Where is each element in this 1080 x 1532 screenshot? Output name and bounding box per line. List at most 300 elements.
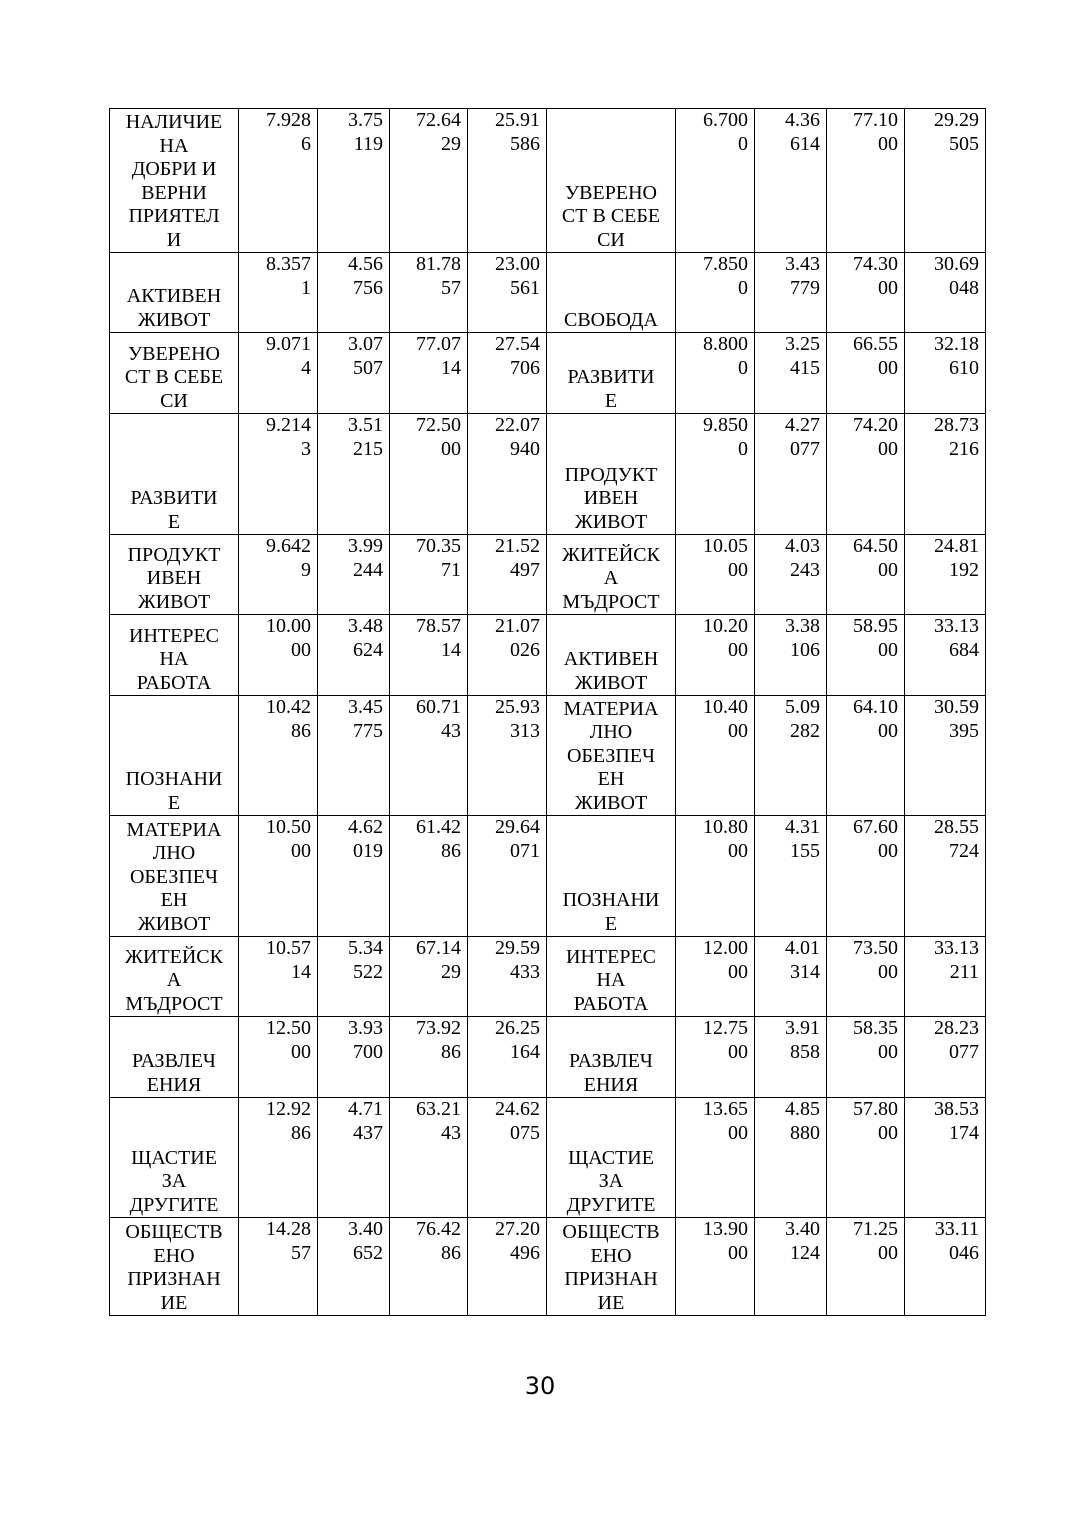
numeric-part: 00	[878, 638, 898, 661]
numeric-part: 60.71	[416, 696, 461, 718]
numeric-part: 3.40	[785, 1218, 820, 1240]
numeric-cell	[468, 1017, 547, 1098]
numeric-part: 077	[949, 1040, 979, 1063]
numeric-cell	[239, 253, 318, 333]
numeric-part: 610	[949, 356, 979, 379]
numeric-part: 81.78	[416, 253, 461, 275]
numeric-cell	[676, 414, 755, 535]
table-row	[110, 937, 986, 1017]
numeric-cell	[468, 535, 547, 615]
numeric-cell	[755, 615, 827, 696]
numeric-part: 86	[441, 1241, 461, 1264]
table-row	[110, 535, 986, 615]
numeric-part: 3.48	[348, 615, 383, 637]
numeric-part: 10.40	[703, 696, 748, 718]
numeric-cell	[905, 816, 986, 937]
numeric-cell	[827, 816, 905, 937]
value-label-line: РАЗВЛЕЧ	[132, 1050, 216, 1072]
numeric-cell	[905, 535, 986, 615]
numeric-cell	[468, 1218, 547, 1316]
value-label-line: МАТЕРИА	[126, 818, 222, 841]
numeric-part: 497	[510, 558, 540, 581]
numeric-part: 00	[878, 839, 898, 862]
numeric-part: 28.23	[934, 1017, 979, 1039]
numeric-cell	[390, 615, 468, 696]
numeric-part: 614	[790, 132, 820, 155]
table-row	[110, 333, 986, 414]
value-label-line: НА	[596, 969, 626, 991]
value-label-line: РАБОТА	[573, 992, 649, 1015]
numeric-cell	[755, 1098, 827, 1218]
numeric-part: 433	[510, 960, 540, 983]
numeric-cell	[827, 535, 905, 615]
value-label-cell	[110, 535, 239, 615]
numeric-cell	[676, 1218, 755, 1316]
value-label-line: АКТИВЕН	[126, 285, 222, 307]
numeric-cell	[318, 535, 390, 615]
numeric-cell	[905, 937, 986, 1017]
numeric-part: 21.07	[495, 615, 540, 637]
numeric-part: 3.25	[785, 333, 820, 355]
numeric-part: 29.59	[495, 937, 540, 959]
numeric-part: 29	[441, 960, 461, 983]
numeric-part: 57	[291, 1241, 311, 1264]
numeric-cell	[239, 816, 318, 937]
numeric-part: 9.214	[266, 414, 311, 436]
value-label-line: ЖИТЕЙСК	[125, 945, 223, 968]
numeric-part: 64.10	[853, 696, 898, 718]
data-table	[109, 108, 986, 1316]
numeric-cell	[468, 816, 547, 937]
numeric-part: 29.29	[934, 109, 979, 131]
value-label-line: ЗА	[598, 1170, 624, 1192]
numeric-part: 00	[291, 638, 311, 661]
numeric-part: 12.00	[703, 937, 748, 959]
numeric-part: 071	[510, 839, 540, 862]
value-label-line: РАБОТА	[136, 671, 212, 694]
numeric-part: 00	[728, 839, 748, 862]
numeric-cell	[390, 696, 468, 816]
value-label-line: СТ В СЕБЕ	[561, 205, 661, 227]
numeric-part: 23.00	[495, 253, 540, 275]
value-label-line: ВЕРНИ	[141, 181, 207, 204]
numeric-part: 28.55	[934, 816, 979, 838]
numeric-part: 26.25	[495, 1017, 540, 1039]
value-label-line: РАЗВИТИ	[567, 366, 655, 388]
numeric-cell	[468, 696, 547, 816]
numeric-part: 10.50	[266, 816, 311, 838]
numeric-part: 940	[510, 437, 540, 460]
numeric-cell	[905, 1218, 986, 1316]
numeric-part: 077	[790, 437, 820, 460]
numeric-part: 775	[353, 719, 383, 742]
value-label-line: А	[166, 969, 182, 991]
value-label-cell	[547, 535, 676, 615]
numeric-part: 43	[441, 1121, 461, 1144]
numeric-part: 25.91	[495, 109, 540, 131]
value-label-cell	[110, 414, 239, 535]
table-row	[110, 1017, 986, 1098]
numeric-part: 215	[353, 437, 383, 460]
numeric-part: 124	[790, 1241, 820, 1264]
numeric-part: 00	[728, 1241, 748, 1264]
numeric-part: 14	[441, 638, 461, 661]
numeric-cell	[239, 535, 318, 615]
numeric-cell	[827, 937, 905, 1017]
value-label-line: УВЕРЕНО	[128, 342, 220, 365]
numeric-part: 652	[353, 1241, 383, 1264]
numeric-part: 00	[441, 437, 461, 460]
value-label-line: Е	[604, 389, 618, 412]
value-label-line: ДОБРИ И	[131, 158, 217, 180]
numeric-part: 9.642	[266, 535, 311, 557]
numeric-part: 29.64	[495, 816, 540, 838]
numeric-part: 3.38	[785, 615, 820, 637]
numeric-part: 106	[790, 638, 820, 661]
numeric-part: 33.11	[934, 1218, 979, 1240]
numeric-cell	[318, 109, 390, 253]
value-label-cell	[547, 696, 676, 816]
value-label-cell	[110, 333, 239, 414]
numeric-cell	[468, 109, 547, 253]
numeric-part: 00	[728, 638, 748, 661]
numeric-part: 507	[353, 356, 383, 379]
value-label-line: ЛНО	[152, 842, 196, 864]
numeric-part: 7.928	[266, 109, 311, 131]
value-label-line: ЖИТЕЙСК	[562, 543, 660, 566]
numeric-part: 71.25	[853, 1218, 898, 1240]
numeric-part: 437	[353, 1121, 383, 1144]
value-label-line: ЩАСТИЕ	[131, 1146, 217, 1169]
numeric-part: 00	[291, 1040, 311, 1063]
numeric-part: 38.53	[934, 1098, 979, 1120]
numeric-part: 66.55	[853, 333, 898, 355]
numeric-part: 756	[353, 276, 383, 299]
numeric-cell	[676, 109, 755, 253]
numeric-cell	[239, 414, 318, 535]
value-label-cell	[110, 696, 239, 816]
numeric-part: 00	[728, 960, 748, 983]
numeric-part: 77.07	[416, 333, 461, 355]
numeric-cell	[318, 1218, 390, 1316]
numeric-cell	[755, 696, 827, 816]
numeric-part: 046	[949, 1241, 979, 1264]
numeric-cell	[755, 1218, 827, 1316]
numeric-cell	[468, 937, 547, 1017]
numeric-part: 8.800	[703, 333, 748, 355]
numeric-part: 24.62	[495, 1098, 540, 1120]
numeric-cell	[755, 937, 827, 1017]
numeric-part: 4.01	[785, 937, 820, 959]
numeric-cell	[239, 696, 318, 816]
value-label-line: РАЗВЛЕЧ	[569, 1050, 653, 1072]
value-label-line: ИЕ	[160, 1291, 188, 1314]
value-label-line: ИВЕН	[146, 567, 202, 589]
value-label-line: ПРИЗНАН	[127, 1268, 221, 1290]
table-row	[110, 615, 986, 696]
numeric-part: 4.03	[785, 535, 820, 557]
value-label-cell	[110, 1017, 239, 1098]
value-label-line: ЕН	[160, 889, 188, 911]
numeric-cell	[390, 816, 468, 937]
numeric-part: 63.21	[416, 1098, 461, 1120]
value-label-line: ПРОДУКТ	[564, 463, 658, 486]
numeric-part: 9.850	[703, 414, 748, 436]
numeric-part: 74.30	[853, 253, 898, 275]
numeric-cell	[676, 937, 755, 1017]
numeric-part: 282	[790, 719, 820, 742]
numeric-part: 216	[949, 437, 979, 460]
numeric-cell	[390, 937, 468, 1017]
numeric-part: 880	[790, 1121, 820, 1144]
value-label-line: Е	[604, 912, 618, 935]
numeric-part: 243	[790, 558, 820, 581]
numeric-part: 00	[728, 1040, 748, 1063]
value-label-line: НАЛИЧИЕ	[125, 111, 223, 133]
numeric-part: 415	[790, 356, 820, 379]
value-label-line: ИЕ	[597, 1291, 625, 1314]
numeric-part: 4.56	[348, 253, 383, 275]
numeric-cell	[827, 253, 905, 333]
numeric-part: 86	[441, 839, 461, 862]
numeric-part: 00	[878, 356, 898, 379]
table-row	[110, 816, 986, 937]
numeric-cell	[755, 253, 827, 333]
numeric-part: 67.14	[416, 937, 461, 959]
table-row	[110, 253, 986, 333]
table-row	[110, 1218, 986, 1316]
value-label-line: ПОЗНАНИ	[562, 889, 660, 911]
value-label-cell	[110, 615, 239, 696]
numeric-part: 24.81	[934, 535, 979, 557]
numeric-cell	[676, 1098, 755, 1218]
numeric-cell	[676, 816, 755, 937]
value-label-line: СТ В СЕБЕ	[124, 366, 224, 388]
numeric-part: 00	[878, 960, 898, 983]
numeric-part: 12.92	[266, 1098, 311, 1120]
numeric-part: 119	[353, 132, 383, 155]
numeric-part: 7.850	[703, 253, 748, 275]
numeric-part: 4.85	[785, 1098, 820, 1120]
numeric-cell	[755, 535, 827, 615]
value-label-line: ИВЕН	[583, 487, 639, 509]
numeric-part: 10.00	[266, 615, 311, 637]
value-label-cell	[547, 816, 676, 937]
value-label-line: Е	[167, 791, 181, 814]
numeric-part: 33.13	[934, 937, 979, 959]
numeric-part: 74.20	[853, 414, 898, 436]
numeric-part: 10.42	[266, 696, 311, 718]
numeric-part: 3.40	[348, 1218, 383, 1240]
numeric-part: 72.50	[416, 414, 461, 436]
numeric-cell	[905, 696, 986, 816]
table-row	[110, 414, 986, 535]
numeric-cell	[905, 109, 986, 253]
numeric-part: 10.57	[266, 937, 311, 959]
numeric-cell	[676, 253, 755, 333]
value-label-line: МЪДРОСТ	[562, 590, 660, 613]
numeric-part: 13.65	[703, 1098, 748, 1120]
numeric-cell	[318, 414, 390, 535]
numeric-part: 25.93	[495, 696, 540, 718]
value-label-line: ЗА	[161, 1170, 187, 1192]
numeric-part: 27.20	[495, 1218, 540, 1240]
numeric-part: 700	[353, 1040, 383, 1063]
numeric-part: 026	[510, 638, 540, 661]
value-label-line: НА	[159, 648, 189, 670]
numeric-part: 77.10	[853, 109, 898, 131]
numeric-cell	[239, 109, 318, 253]
value-label-line: МАТЕРИА	[563, 697, 659, 720]
numeric-part: 724	[949, 839, 979, 862]
numeric-part: 57	[441, 276, 461, 299]
numeric-part: 30.69	[934, 253, 979, 275]
value-label-cell	[547, 253, 676, 333]
page-number: 30	[524, 1372, 556, 1400]
numeric-cell	[239, 1098, 318, 1218]
numeric-cell	[827, 696, 905, 816]
numeric-part: 624	[353, 638, 383, 661]
numeric-part: 075	[510, 1121, 540, 1144]
numeric-cell	[390, 1218, 468, 1316]
value-label-line: А	[603, 567, 619, 589]
numeric-part: 0	[738, 276, 748, 299]
numeric-part: 29	[441, 132, 461, 155]
numeric-part: 5.34	[348, 937, 383, 959]
numeric-cell	[905, 1098, 986, 1218]
numeric-part: 3.07	[348, 333, 383, 355]
value-label-line: ОБЩЕСТВ	[125, 1221, 223, 1243]
value-label-cell	[547, 615, 676, 696]
numeric-cell	[318, 937, 390, 1017]
value-label-line: ЛНО	[589, 721, 633, 743]
value-label-cell	[547, 937, 676, 1017]
numeric-part: 13.90	[703, 1218, 748, 1240]
numeric-part: 73.92	[416, 1017, 461, 1039]
numeric-part: 86	[291, 719, 311, 742]
numeric-cell	[755, 414, 827, 535]
value-label-line: ПРОДУКТ	[127, 543, 221, 566]
numeric-cell	[468, 1098, 547, 1218]
numeric-part: 00	[728, 1121, 748, 1144]
numeric-part: 27.54	[495, 333, 540, 355]
numeric-part: 6.700	[703, 109, 748, 131]
numeric-part: 3.93	[348, 1017, 383, 1039]
numeric-part: 561	[510, 276, 540, 299]
numeric-part: 78.57	[416, 615, 461, 637]
numeric-cell	[676, 1017, 755, 1098]
numeric-cell	[390, 1098, 468, 1218]
numeric-cell	[239, 333, 318, 414]
value-label-line: НА	[159, 134, 189, 157]
numeric-part: 313	[510, 719, 540, 742]
value-label-line: ЖИВОТ	[137, 912, 211, 935]
numeric-part: 14	[441, 356, 461, 379]
table-row	[110, 696, 986, 816]
numeric-part: 395	[949, 719, 979, 742]
value-label-line: ОБЩЕСТВ	[562, 1221, 660, 1243]
numeric-part: 586	[510, 132, 540, 155]
numeric-part: 779	[790, 276, 820, 299]
numeric-part: 3.91	[785, 1017, 820, 1039]
numeric-part: 00	[878, 1241, 898, 1264]
numeric-part: 22.07	[495, 414, 540, 436]
numeric-part: 9	[301, 558, 311, 581]
numeric-cell	[318, 333, 390, 414]
numeric-cell	[318, 253, 390, 333]
numeric-cell	[827, 414, 905, 535]
numeric-cell	[676, 615, 755, 696]
value-label-cell	[547, 1017, 676, 1098]
numeric-part: 3	[301, 437, 311, 460]
numeric-part: 4.62	[348, 816, 383, 838]
value-label-line: ЩАСТИЕ	[568, 1146, 654, 1169]
numeric-part: 706	[510, 356, 540, 379]
numeric-cell	[905, 1017, 986, 1098]
numeric-cell	[318, 816, 390, 937]
numeric-part: 3.51	[348, 414, 383, 436]
value-label-line: ДРУГИТЕ	[566, 1193, 656, 1216]
value-label-line: ОБЕЗПЕЧ	[566, 744, 656, 767]
numeric-part: 57.80	[853, 1098, 898, 1120]
numeric-part: 4	[301, 356, 311, 379]
numeric-part: 505	[949, 132, 979, 155]
numeric-part: 58.95	[853, 615, 898, 637]
numeric-cell	[468, 615, 547, 696]
numeric-cell	[827, 1017, 905, 1098]
value-label-cell	[110, 1098, 239, 1218]
value-label-line: ЕНО	[590, 1244, 632, 1267]
numeric-cell	[390, 253, 468, 333]
table-row	[110, 1098, 986, 1218]
numeric-cell	[755, 109, 827, 253]
numeric-cell	[318, 1098, 390, 1218]
numeric-cell	[318, 615, 390, 696]
numeric-part: 4.71	[348, 1098, 383, 1120]
numeric-part: 12.50	[266, 1017, 311, 1039]
numeric-cell	[239, 1017, 318, 1098]
numeric-part: 86	[441, 1040, 461, 1063]
value-label-line: ПОЗНАНИ	[125, 768, 223, 790]
numeric-cell	[676, 535, 755, 615]
numeric-part: 30.59	[934, 696, 979, 718]
numeric-cell	[905, 333, 986, 414]
numeric-part: 72.64	[416, 109, 461, 131]
numeric-cell	[390, 1017, 468, 1098]
value-label-line: ЕНИЯ	[583, 1073, 639, 1096]
numeric-cell	[827, 1098, 905, 1218]
numeric-part: 0	[738, 132, 748, 155]
numeric-part: 00	[878, 558, 898, 581]
numeric-part: 314	[790, 960, 820, 983]
numeric-part: 00	[878, 132, 898, 155]
value-label-cell	[110, 937, 239, 1017]
numeric-part: 76.42	[416, 1218, 461, 1240]
numeric-part: 00	[878, 719, 898, 742]
value-label-line: ЕНО	[153, 1244, 195, 1267]
numeric-part: 00	[878, 276, 898, 299]
numeric-part: 0	[738, 356, 748, 379]
numeric-part: 3.45	[348, 696, 383, 718]
value-label-line: ЕН	[597, 768, 625, 790]
numeric-cell	[676, 333, 755, 414]
numeric-part: 0	[738, 437, 748, 460]
value-label-line: ПРИЗНАН	[564, 1268, 658, 1290]
numeric-part: 00	[728, 558, 748, 581]
numeric-part: 86	[291, 1121, 311, 1144]
numeric-part: 3.99	[348, 535, 383, 557]
numeric-part: 64.50	[853, 535, 898, 557]
